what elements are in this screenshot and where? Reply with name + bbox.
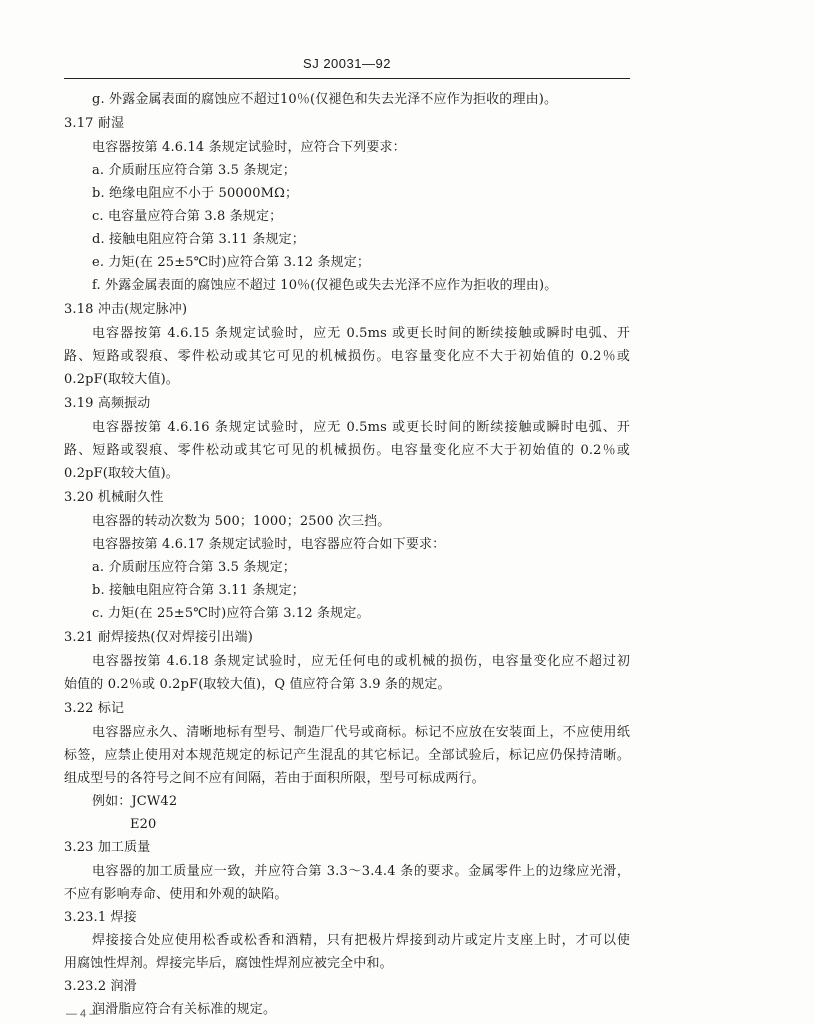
standard-code-header: SJ 20031—92 [303,56,391,71]
section-heading-3-22: 3.22 标记 [64,701,125,716]
paragraph-line: 电容器的加工质量应一致，并应符合第 3.3～3.4.4 条的要求。金属零件上的边缘应光滑， [92,864,630,879]
example-label: 例如：JCW42 [92,794,178,809]
section-heading-3-19: 3.19 高频振动 [64,396,151,411]
list-item: b. 绝缘电阻应不小于 50000MΩ； [92,186,299,201]
section-heading-3-18: 3.18 冲击(规定脉冲) [64,302,188,317]
paragraph-line: 电容器按第 4.6.14 条规定试验时，应符合下列要求： [92,140,406,155]
section-heading-3-21: 3.21 耐焊接热(仅对焊接引出端) [64,630,253,645]
list-item: c. 电容量应符合第 3.8 条规定； [92,209,283,224]
section-heading-3-23-1: 3.23.1 焊接 [64,910,137,925]
paragraph-line: 0.2pF(取较大值)。 [64,466,179,481]
paragraph-line: 电容器按第 4.6.15 条规定试验时，应无 0.5ms 或更长时间的断续接触或瞬时电弧、开 [92,326,630,341]
section-heading-3-23-2: 3.23.2 润滑 [64,979,137,994]
paragraph-line: 路、短路或裂痕、零件松动或其它可见的机械损伤。电容量变化应不大于初始值的 0.2％或 [64,349,630,364]
list-item: e. 力矩(在 25±5℃时)应符合第 3.12 条规定； [92,255,371,270]
paragraph-line: 始值的 0.2％或 0.2pF(取较大值)，Q 值应符合第 3.9 条的规定。 [64,677,451,692]
list-item: b. 接触电阻应符合第 3.11 条规定； [92,583,305,598]
paragraph-line: 电容器按第 4.6.18 条规定试验时，应无任何电的或机械的损伤，电容量变化应不超过初 [92,654,630,669]
paragraph-line: 电容器的转动次数为 500；1000；2500 次三挡。 [92,514,391,529]
list-item: d. 接触电阻应符合第 3.11 条规定； [92,232,305,247]
list-item: f. 外露金属表面的腐蚀应不超过 10％(仅褪色或失去光泽不应作为拒收的理由)。 [92,278,558,293]
paragraph-line: 电容器按第 4.6.16 条规定试验时，应无 0.5ms 或更长时间的断续接触或瞬时电弧、开 [92,420,630,435]
section-heading-3-20: 3.20 机械耐久性 [64,490,164,505]
paragraph-line: 焊接接合处应使用松香或松香和酒精，只有把极片焊接到动片或定片支座上时，才可以使 [92,933,630,948]
header-rule [64,78,630,79]
example-value: E20 [130,817,157,832]
section-heading-3-17: 3.17 耐湿 [64,116,125,131]
paragraph-line: 电容器按第 4.6.17 条规定试验时，电容器应符合如下要求： [92,537,446,552]
paragraph-line: 标签，应禁止使用对本规范规定的标记产生混乱的其它标记。全部试验后，标记应仍保持清晰。 [64,748,630,763]
page-number: — 4 — [66,1008,101,1020]
paragraph-line: 组成型号的各符号之间不应有间隔，若由于面积所限，型号可标成两行。 [64,771,485,786]
paragraph-line: 用腐蚀性焊剂。焊接完毕后，腐蚀性焊剂应被完全中和。 [64,956,393,971]
paragraph-line: 路、短路或裂痕、零件松动或其它可见的机械损伤。电容量变化应不大于初始值的 0.2％或 [64,443,630,458]
paragraph-line: 润滑脂应符合有关标准的规定。 [92,1002,277,1017]
paragraph-line: 不应有影响寿命、使用和外观的缺陷。 [64,887,288,902]
list-item: a. 介质耐压应符合第 3.5 条规定； [92,163,296,178]
paragraph-line: 电容器应永久、清晰地标有型号、制造厂代号或商标。标记不应放在安装面上，不应使用纸 [92,725,630,740]
paragraph-line: 0.2pF(取较大值)。 [64,372,179,387]
list-item: a. 介质耐压应符合第 3.5 条规定； [92,560,296,575]
section-heading-3-23: 3.23 加工质量 [64,840,151,855]
list-item: c. 力矩(在 25±5℃时)应符合第 3.12 条规定。 [92,606,370,621]
clause-3-16-g: g. 外露金属表面的腐蚀应不超过10％(仅褪色和失去光泽不应作为拒收的理由)。 [92,92,558,107]
